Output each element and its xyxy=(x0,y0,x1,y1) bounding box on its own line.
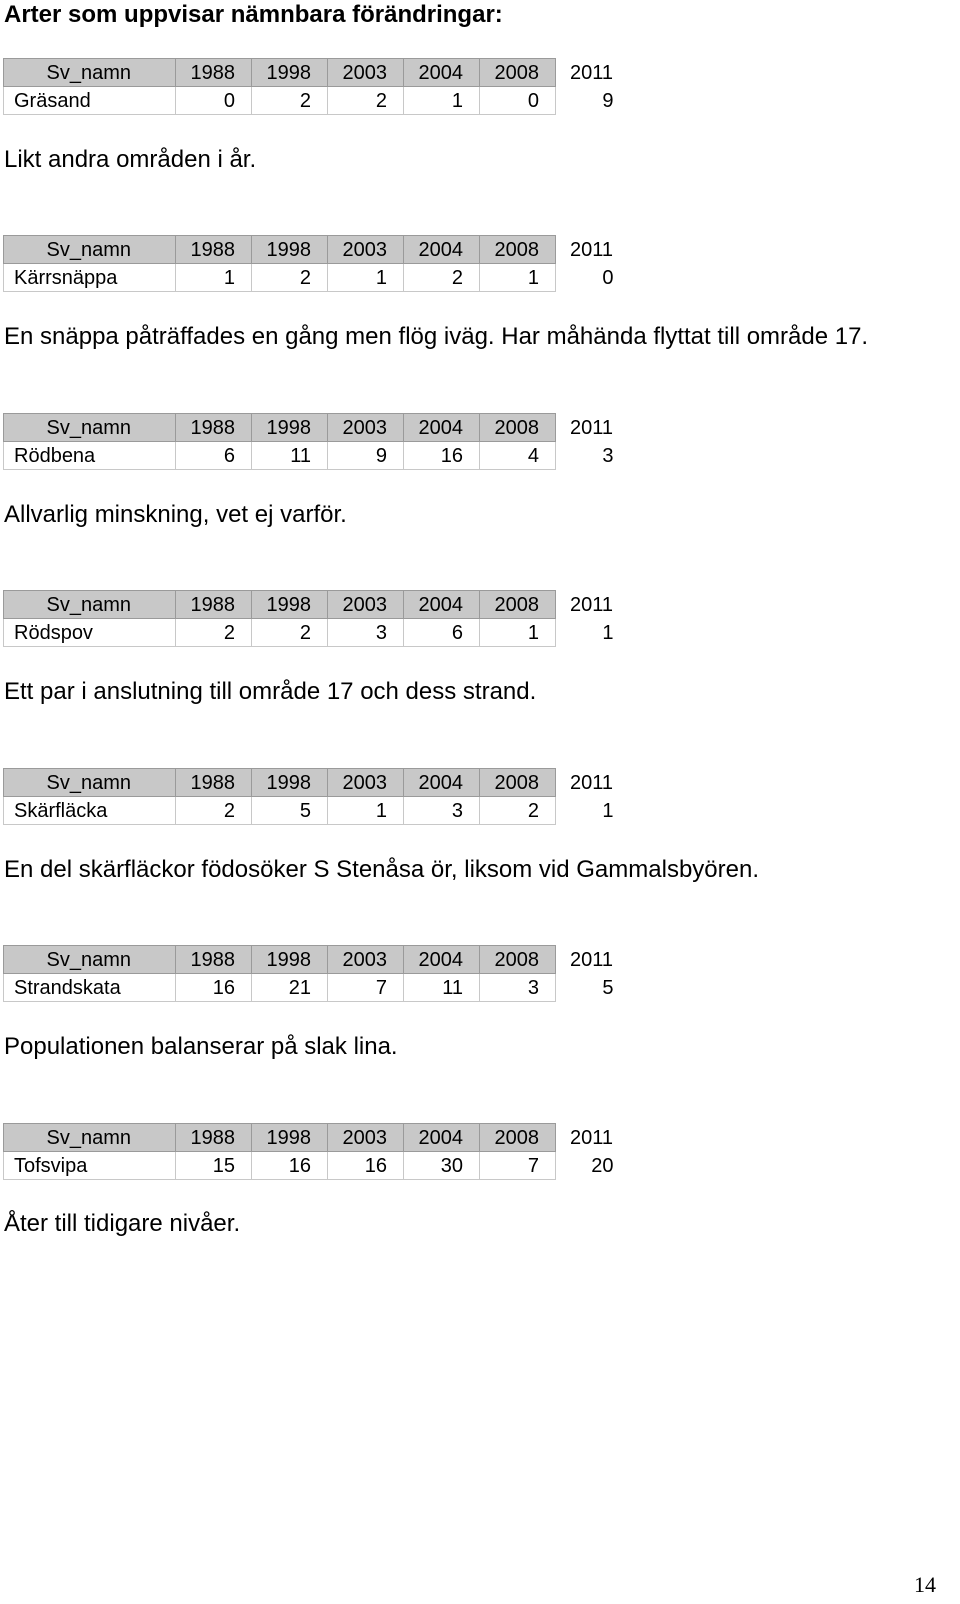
table-header-row xyxy=(4,414,620,442)
count-cell: 1 xyxy=(480,619,556,647)
species-table xyxy=(3,768,620,825)
count-cell: 1 xyxy=(602,621,614,644)
species-comment: En del skärfläckor födosöker S Stenåsa ör, liksom vid Gammalsbyören. xyxy=(4,856,759,883)
header-cell: 1998 xyxy=(252,414,328,442)
header-cell: 2004 xyxy=(404,769,480,797)
count-cell: 2 xyxy=(252,87,328,115)
header-cell: 2011 xyxy=(569,948,613,971)
count-cell: 20 xyxy=(591,1154,614,1177)
header-cell: 2008 xyxy=(480,591,556,619)
count-cell: 5 xyxy=(252,797,328,825)
header-cell: 2011 xyxy=(569,593,613,616)
header-cell: 2003 xyxy=(328,769,404,797)
species-comment: Likt andra områden i år. xyxy=(4,146,257,173)
count-cell: 1 xyxy=(328,264,404,292)
count-cell: 4 xyxy=(480,442,556,470)
count-cell: 6 xyxy=(404,619,480,647)
count-cell: 2 xyxy=(328,87,404,115)
count-cell: 16 xyxy=(328,1152,404,1180)
count-cell: 21 xyxy=(252,974,328,1002)
count-cell: 6 xyxy=(176,442,252,470)
species-comment: Åter till tidigare nivåer. xyxy=(4,1210,241,1237)
header-cell: 2008 xyxy=(480,1124,556,1152)
count-cell: 16 xyxy=(252,1152,328,1180)
count-cell: 2 xyxy=(176,619,252,647)
count-cell: 3 xyxy=(480,974,556,1002)
count-cell: 16 xyxy=(176,974,252,1002)
header-cell: 2003 xyxy=(328,59,404,87)
count-cell: 16 xyxy=(404,442,480,470)
table-row xyxy=(4,797,620,825)
count-cell: 1 xyxy=(176,264,252,292)
count-cell: 15 xyxy=(176,1152,252,1180)
header-cell: 2003 xyxy=(328,414,404,442)
header-cell: 1998 xyxy=(252,1124,328,1152)
page-heading: Arter som uppvisar nämnbara förändringar: xyxy=(4,1,503,28)
count-cell: 2 xyxy=(252,264,328,292)
table-row xyxy=(4,442,620,470)
header-cell: 1988 xyxy=(176,59,252,87)
count-cell: 11 xyxy=(252,442,328,470)
table-header-row xyxy=(4,769,620,797)
table-row xyxy=(4,619,620,647)
species-table xyxy=(3,413,620,470)
header-cell: 2003 xyxy=(328,591,404,619)
header-cell: Sv_namn xyxy=(4,769,176,797)
header-cell: 1998 xyxy=(252,59,328,87)
header-cell: 1988 xyxy=(176,414,252,442)
count-cell: 3 xyxy=(404,797,480,825)
species-comment: En snäppa påträffades en gång men flög iväg. Har måhända flyttat till område 17. xyxy=(4,323,869,350)
header-cell: Sv_namn xyxy=(4,1124,176,1152)
table-header-row xyxy=(4,591,620,619)
count-cell: 1 xyxy=(328,797,404,825)
header-cell: 2008 xyxy=(480,236,556,264)
table-row xyxy=(4,1152,620,1180)
header-cell: 1988 xyxy=(176,591,252,619)
count-cell: 2 xyxy=(252,619,328,647)
page-number: 14 xyxy=(914,1572,936,1597)
species-name: Gräsand xyxy=(4,87,176,115)
species-comment: Populationen balanserar på slak lina. xyxy=(4,1033,398,1060)
species-table xyxy=(3,235,620,292)
header-cell: 1998 xyxy=(252,236,328,264)
header-cell: Sv_namn xyxy=(4,414,176,442)
count-cell: 7 xyxy=(328,974,404,1002)
header-cell: 2011 xyxy=(569,61,613,84)
header-cell: 1998 xyxy=(252,946,328,974)
species-name: Rödspov xyxy=(4,619,176,647)
species-comment: Ett par i anslutning till område 17 och dess strand. xyxy=(4,678,537,705)
header-cell: 1998 xyxy=(252,769,328,797)
count-cell: 7 xyxy=(480,1152,556,1180)
count-cell: 1 xyxy=(404,87,480,115)
count-cell: 11 xyxy=(404,974,480,1002)
count-cell: 30 xyxy=(404,1152,480,1180)
header-cell: Sv_namn xyxy=(4,946,176,974)
count-cell: 5 xyxy=(602,976,614,999)
header-cell: 2004 xyxy=(404,591,480,619)
header-cell: 2004 xyxy=(404,236,480,264)
header-cell: 2008 xyxy=(480,414,556,442)
count-cell: 0 xyxy=(480,87,556,115)
header-cell: 1988 xyxy=(176,1124,252,1152)
species-table xyxy=(3,1123,620,1180)
species-comment: Allvarlig minskning, vet ej varför. xyxy=(4,501,347,528)
species-table xyxy=(3,58,620,115)
count-cell: 9 xyxy=(328,442,404,470)
count-cell: 2 xyxy=(404,264,480,292)
table-row xyxy=(4,974,620,1002)
header-cell: Sv_namn xyxy=(4,236,176,264)
table-row xyxy=(4,87,620,115)
species-name: Rödbena xyxy=(4,442,176,470)
header-cell: 2004 xyxy=(404,1124,480,1152)
count-cell: 1 xyxy=(480,264,556,292)
count-cell: 0 xyxy=(602,266,614,289)
header-cell: 2011 xyxy=(569,1126,613,1149)
header-cell: 2011 xyxy=(569,416,613,439)
header-cell: 2008 xyxy=(480,769,556,797)
header-cell: 2004 xyxy=(404,414,480,442)
header-cell: 1988 xyxy=(176,946,252,974)
header-cell: Sv_namn xyxy=(4,591,176,619)
header-cell: 1988 xyxy=(176,769,252,797)
header-cell: 2003 xyxy=(328,236,404,264)
species-name: Tofsvipa xyxy=(4,1152,176,1180)
table-header-row xyxy=(4,946,620,974)
header-cell: 2011 xyxy=(569,771,613,794)
header-cell: 1998 xyxy=(252,591,328,619)
table-header-row xyxy=(4,59,620,87)
table-header-row xyxy=(4,236,620,264)
count-cell: 2 xyxy=(176,797,252,825)
species-name: Kärrsnäppa xyxy=(4,264,176,292)
header-cell: Sv_namn xyxy=(4,59,176,87)
count-cell: 1 xyxy=(602,799,614,822)
header-cell: 2011 xyxy=(569,238,613,261)
count-cell: 9 xyxy=(602,89,614,112)
header-cell: 2004 xyxy=(404,59,480,87)
header-cell: 2008 xyxy=(480,59,556,87)
header-cell: 2003 xyxy=(328,1124,404,1152)
header-cell: 2004 xyxy=(404,946,480,974)
table-row xyxy=(4,264,620,292)
count-cell: 3 xyxy=(328,619,404,647)
species-table xyxy=(3,945,620,1002)
header-cell: 1988 xyxy=(176,236,252,264)
count-cell: 3 xyxy=(602,444,614,467)
count-cell: 0 xyxy=(176,87,252,115)
header-cell: 2003 xyxy=(328,946,404,974)
species-table xyxy=(3,590,620,647)
species-name: Strandskata xyxy=(4,974,176,1002)
table-header-row xyxy=(4,1124,620,1152)
count-cell: 2 xyxy=(480,797,556,825)
species-name: Skärfläcka xyxy=(4,797,176,825)
header-cell: 2008 xyxy=(480,946,556,974)
